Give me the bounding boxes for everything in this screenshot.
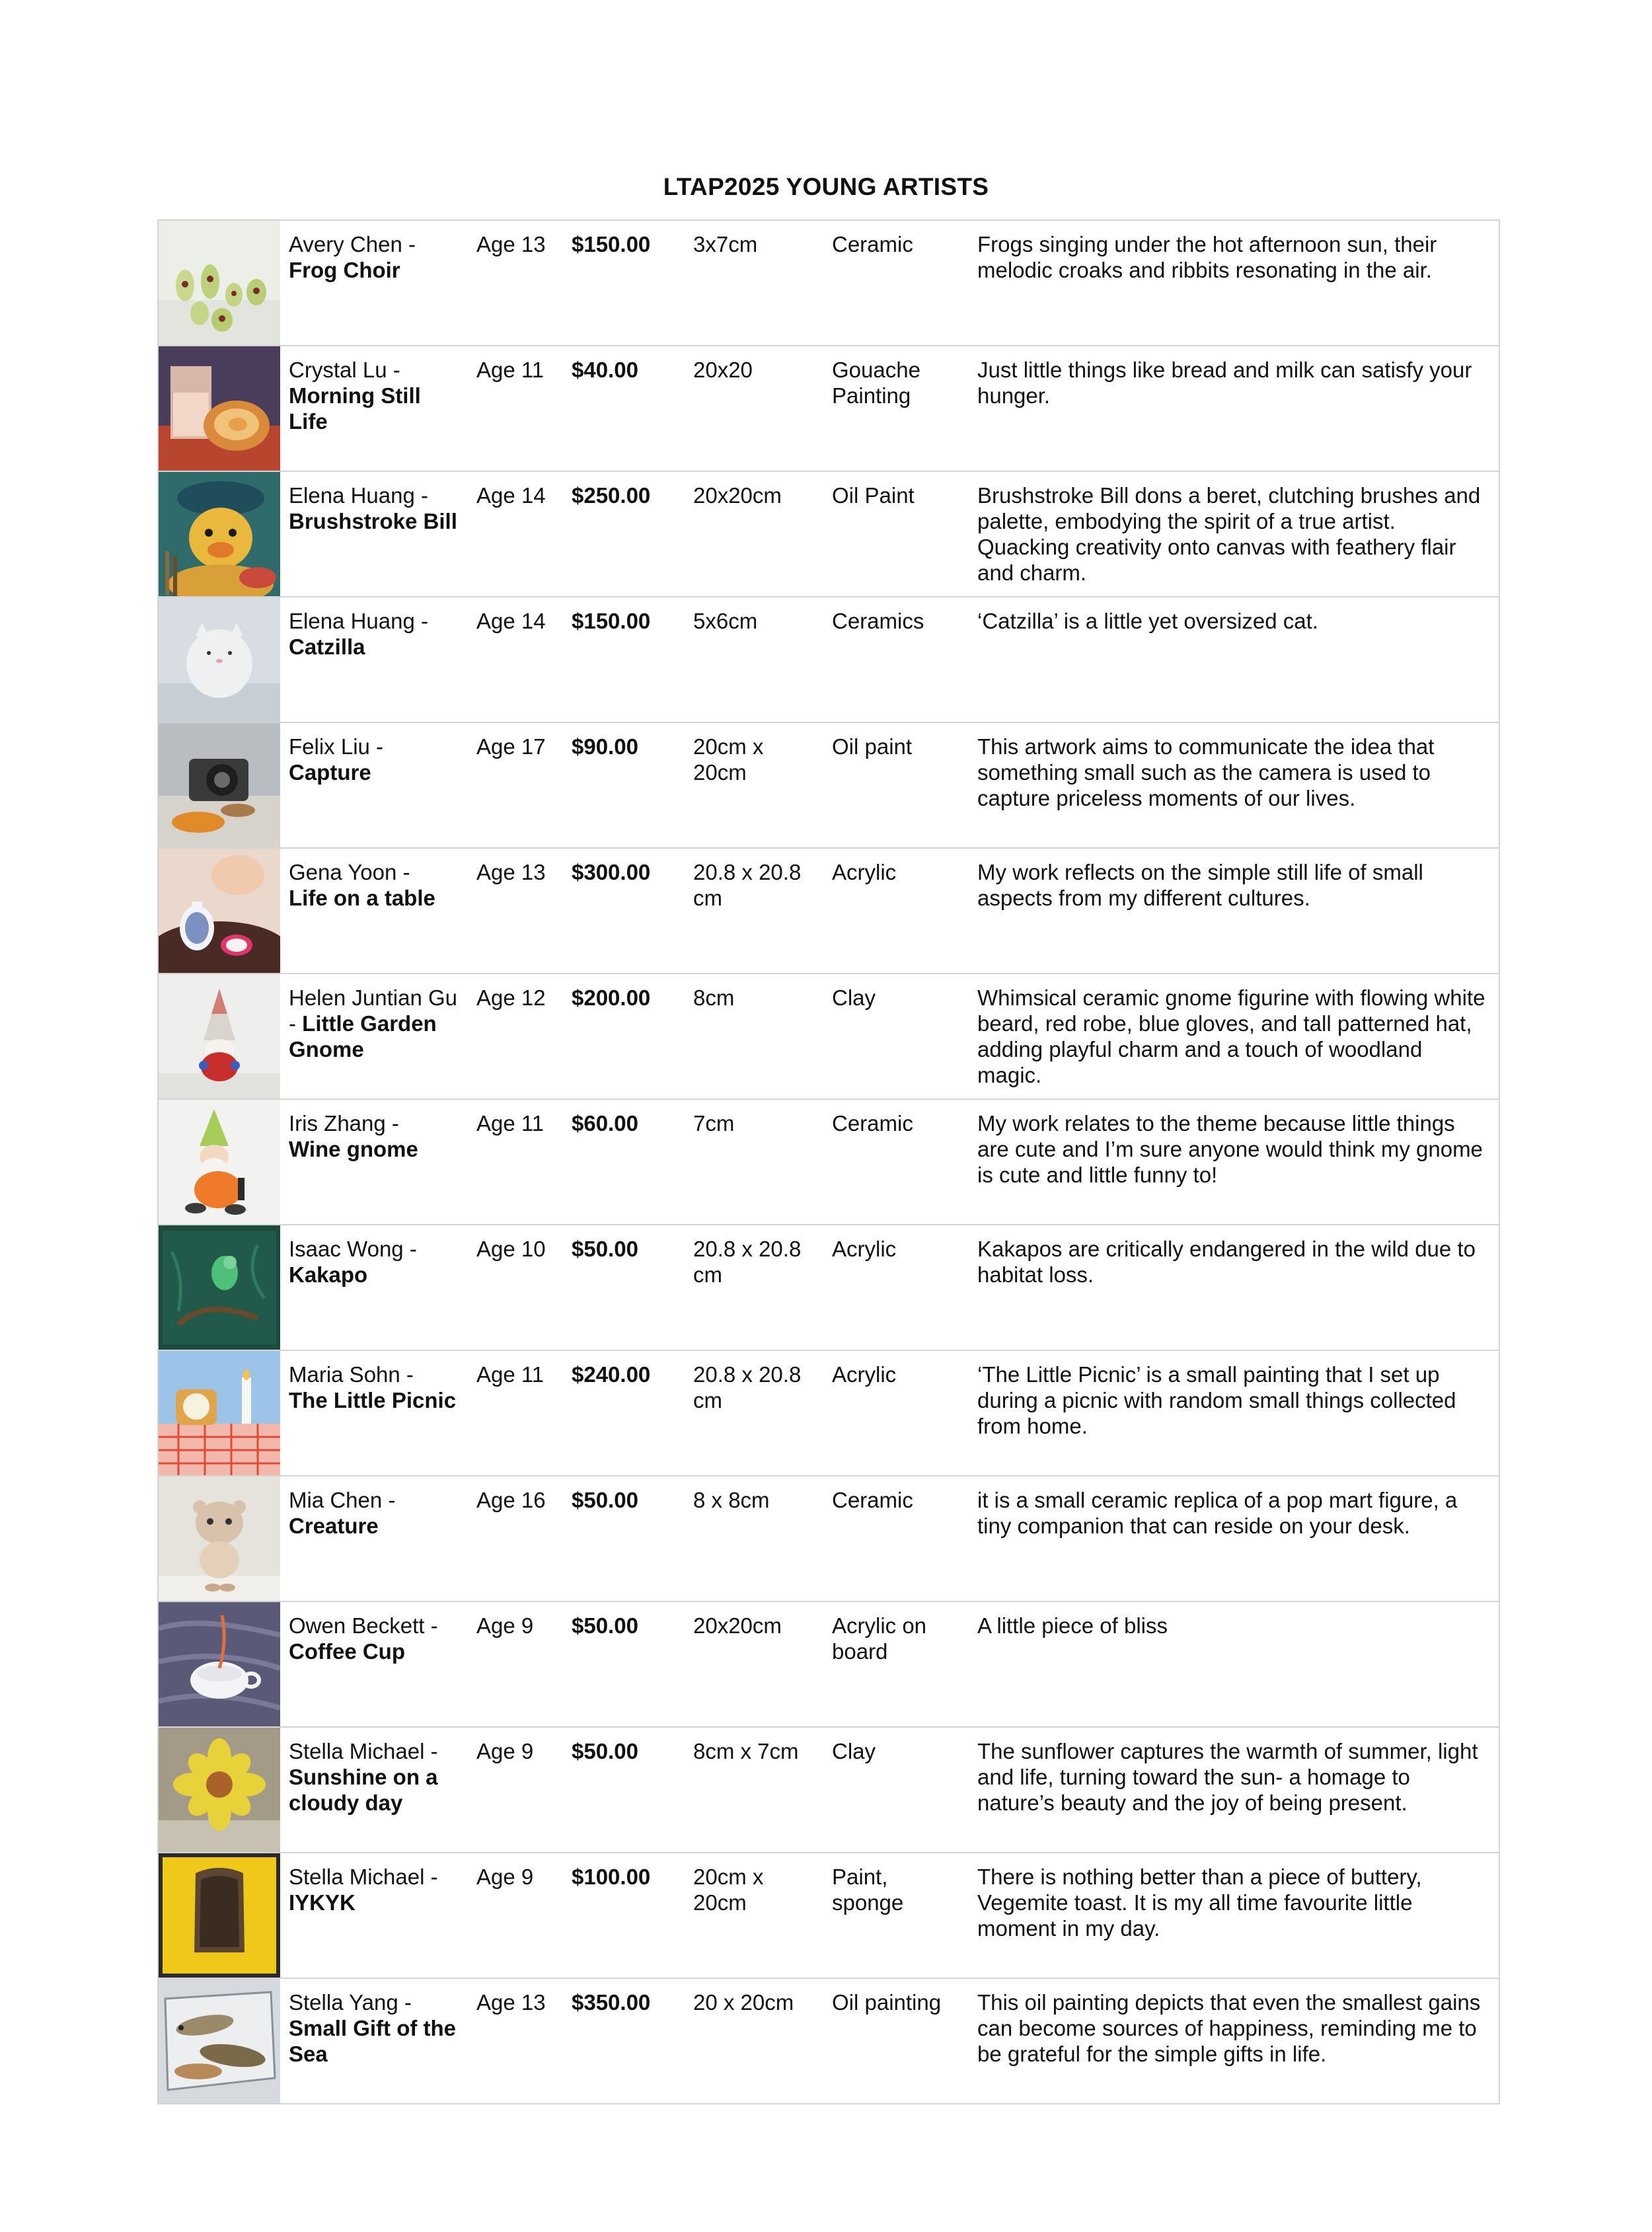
small-gift-of-the-sea-image (159, 1979, 280, 2103)
age-cell: Age 12 (469, 974, 564, 1099)
page-title: LTAP2025 YOUNG ARTISTS (663, 173, 989, 200)
medium-cell: Ceramics (824, 597, 969, 722)
artist-cell (281, 1099, 469, 1225)
artist-name: Isaac Wong - (289, 1237, 417, 1261)
price-cell: $50.00 (564, 1727, 685, 1853)
coffee-cup-image (159, 1602, 280, 1726)
artist-cell (281, 346, 469, 471)
size-cell: 5x6cm (685, 597, 824, 722)
size-cell: 20 x 20cm (685, 1978, 824, 2104)
size-cell: 20x20cm (685, 1601, 824, 1727)
price-cell: $150.00 (564, 597, 685, 722)
table-row (158, 1350, 1499, 1476)
artist-name: Stella Yang - (289, 1990, 412, 2015)
artwork-title: Kakapo (289, 1262, 368, 1287)
artist-cell (281, 1601, 469, 1727)
artist-cell (281, 597, 469, 722)
artist-cell (281, 1350, 469, 1476)
price-cell: $240.00 (564, 1350, 685, 1476)
description-cell: Brushstroke Bill dons a beret, clutching brushes and palette, embodying the spirit of a true artist. Quacking creativity onto canvas with feathery flair and charm. (969, 471, 1499, 597)
medium-cell: Ceramic (824, 1476, 969, 1601)
description-cell: My work relates to the theme because little things are cute and I’m sure anyone would think my gnome is cute and little funny to! (969, 1099, 1499, 1225)
age-cell: Age 14 (469, 471, 564, 597)
table-row (158, 1853, 1499, 1978)
artwork-thumbnail (158, 722, 281, 848)
size-cell: 20.8 x 20.8 cm (685, 1350, 824, 1476)
little-garden-gnome-image (159, 974, 280, 1098)
artist-name: Helen Juntian Gu - (289, 985, 457, 1036)
medium-cell: Acrylic (824, 1350, 969, 1476)
medium-cell: Clay (824, 974, 969, 1099)
price-cell: $50.00 (564, 1476, 685, 1601)
catzilla-image (159, 597, 280, 722)
table-row (158, 1601, 1499, 1727)
description-cell: My work reflects on the simple still life of small aspects from my different cultures. (969, 848, 1499, 974)
table-row (158, 848, 1499, 974)
artwork-thumbnail (158, 1476, 281, 1601)
artwork-title: Little Garden Gnome (289, 1011, 437, 1061)
artwork-table (157, 219, 1500, 2104)
artwork-thumbnail (158, 1350, 281, 1476)
medium-cell: Oil paint (824, 722, 969, 848)
artwork-thumbnail (158, 848, 281, 974)
price-cell: $50.00 (564, 1225, 685, 1350)
artwork-thumbnail (158, 597, 281, 722)
price-cell: $200.00 (564, 974, 685, 1099)
price-cell: $250.00 (564, 471, 685, 597)
artist-cell (281, 1978, 469, 2104)
the-little-picnic-image (159, 1351, 280, 1475)
artist-name: Felix Liu - (289, 734, 384, 759)
description-cell: ‘Catzilla’ is a little yet oversized cat. (969, 597, 1499, 722)
size-cell: 20x20 (685, 346, 824, 471)
medium-cell: Acrylic on board (824, 1601, 969, 1727)
artist-name: Stella Michael - (289, 1865, 438, 1889)
artist-name: Mia Chen - (289, 1488, 396, 1512)
price-cell: $50.00 (564, 1601, 685, 1727)
size-cell: 20cm x 20cm (685, 1853, 824, 1978)
table-row (158, 974, 1499, 1099)
artwork-thumbnail (158, 1601, 281, 1727)
creature-image (159, 1477, 280, 1601)
table-row (158, 1727, 1499, 1853)
description-cell: This oil painting depicts that even the smallest gains can become sources of happiness, reminding me to be grateful for the simple gifts in life. (969, 1978, 1499, 2104)
age-cell: Age 11 (469, 1350, 564, 1476)
age-cell: Age 13 (469, 848, 564, 974)
artwork-title: Brushstroke Bill (289, 509, 457, 533)
artist-cell (281, 974, 469, 1099)
size-cell: 8cm (685, 974, 824, 1099)
price-cell: $60.00 (564, 1099, 685, 1225)
size-cell: 20.8 x 20.8 cm (685, 848, 824, 974)
artist-name: Elena Huang - (289, 609, 428, 633)
capture-image (159, 723, 280, 847)
artwork-thumbnail (158, 220, 281, 346)
artist-cell (281, 722, 469, 848)
artist-name: Crystal Lu - (289, 358, 400, 382)
medium-cell: Gouache Painting (824, 346, 969, 471)
description-cell: Whimsical ceramic gnome figurine with flowing white beard, red robe, blue gloves, and tall patterned hat, adding playful charm and a touch of woodland magic. (969, 974, 1499, 1099)
kakapo-image (159, 1225, 280, 1350)
artwork-title: Morning Still Life (289, 383, 421, 434)
table-row (158, 722, 1499, 848)
price-cell: $150.00 (564, 220, 685, 346)
medium-cell: Acrylic (824, 848, 969, 974)
medium-cell: Acrylic (824, 1225, 969, 1350)
medium-cell: Clay (824, 1727, 969, 1853)
artwork-title: Coffee Cup (289, 1639, 405, 1664)
size-cell: 20.8 x 20.8 cm (685, 1225, 824, 1350)
artist-name: Gena Yoon - (289, 860, 410, 884)
medium-cell: Ceramic (824, 220, 969, 346)
table-row (158, 1978, 1499, 2104)
size-cell: 3x7cm (685, 220, 824, 346)
description-cell: There is nothing better than a piece of buttery, Vegemite toast. It is my all time favourite little moment in my day. (969, 1853, 1499, 1978)
age-cell: Age 14 (469, 597, 564, 722)
age-cell: Age 13 (469, 1978, 564, 2104)
age-cell: Age 11 (469, 1099, 564, 1225)
artwork-title: Wine gnome (289, 1137, 418, 1161)
artwork-title: Small Gift of the Sea (289, 2016, 457, 2066)
artist-cell (281, 1853, 469, 1978)
artwork-title: Sunshine on a cloudy day (289, 1765, 438, 1815)
medium-cell: Ceramic (824, 1099, 969, 1225)
description-cell: A little piece of bliss (969, 1601, 1499, 1727)
artwork-title: Catzilla (289, 635, 365, 659)
size-cell: 8 x 8cm (685, 1476, 824, 1601)
size-cell: 20cm x 20cm (685, 722, 824, 848)
iykyk-image (159, 1853, 280, 1978)
table-row (158, 597, 1499, 722)
description-cell: Just little things like bread and milk can satisfy your hunger. (969, 346, 1499, 471)
age-cell: Age 11 (469, 346, 564, 471)
age-cell: Age 9 (469, 1853, 564, 1978)
size-cell: 20x20cm (685, 471, 824, 597)
table-row (158, 1225, 1499, 1350)
description-cell: This artwork aims to communicate the idea that something small such as the camera is used to capture priceless moments of our lives. (969, 722, 1499, 848)
price-cell: $100.00 (564, 1853, 685, 1978)
artist-cell (281, 220, 469, 346)
table-row (158, 1099, 1499, 1225)
artwork-thumbnail (158, 346, 281, 471)
age-cell: Age 16 (469, 1476, 564, 1601)
price-cell: $40.00 (564, 346, 685, 471)
description-cell: The sunflower captures the warmth of summer, light and life, turning toward the sun- a homage to nature’s beauty and the joy of being present. (969, 1727, 1499, 1853)
description-cell: Frogs singing under the hot afternoon sun, their melodic croaks and ribbits resonating in the air. (969, 220, 1499, 346)
artist-cell (281, 1225, 469, 1350)
artist-name: Iris Zhang - (289, 1111, 399, 1135)
artwork-thumbnail (158, 1099, 281, 1225)
artist-name: Avery Chen - (289, 232, 416, 256)
artwork-thumbnail (158, 1225, 281, 1350)
medium-cell: Oil Paint (824, 471, 969, 597)
table-row (158, 220, 1499, 346)
artist-cell (281, 471, 469, 597)
table-row (158, 1476, 1499, 1601)
artwork-title: Capture (289, 760, 371, 785)
medium-cell: Oil painting (824, 1978, 969, 2104)
artist-name: Owen Beckett - (289, 1613, 438, 1638)
wine-gnome-image (159, 1100, 280, 1224)
artwork-title: IYKYK (289, 1890, 356, 1915)
brushstroke-bill-image (159, 472, 280, 596)
artist-name: Elena Huang - (289, 483, 428, 508)
sunshine-on-a-cloudy-day-image (159, 1728, 280, 1852)
life-on-a-table-image (159, 849, 280, 973)
price-cell: $90.00 (564, 722, 685, 848)
size-cell: 7cm (685, 1099, 824, 1225)
artwork-thumbnail (158, 471, 281, 597)
artist-name: Maria Sohn - (289, 1362, 414, 1387)
artwork-title: Life on a table (289, 886, 435, 910)
frog-choir-image (159, 221, 280, 345)
table-row (158, 471, 1499, 597)
age-cell: Age 10 (469, 1225, 564, 1350)
medium-cell: Paint, sponge (824, 1853, 969, 1978)
description-cell: ‘The Little Picnic’ is a small painting that I set up during a picnic with random small things collected from home. (969, 1350, 1499, 1476)
age-cell: Age 9 (469, 1727, 564, 1853)
artist-name: Stella Michael - (289, 1739, 438, 1763)
artwork-thumbnail (158, 1978, 281, 2104)
artwork-title: The Little Picnic (289, 1388, 457, 1412)
morning-still-life-image (159, 346, 280, 471)
age-cell: Age 13 (469, 220, 564, 346)
description-cell: Kakapos are critically endangered in the wild due to habitat loss. (969, 1225, 1499, 1350)
artwork-thumbnail (158, 974, 281, 1099)
table-row (158, 346, 1499, 471)
artwork-thumbnail (158, 1727, 281, 1853)
artwork-thumbnail (158, 1853, 281, 1978)
artwork-title: Creature (289, 1514, 379, 1538)
price-cell: $300.00 (564, 848, 685, 974)
artist-cell (281, 1727, 469, 1853)
artist-cell (281, 848, 469, 974)
description-cell: it is a small ceramic replica of a pop mart figure, a tiny companion that can reside on your desk. (969, 1476, 1499, 1601)
age-cell: Age 9 (469, 1601, 564, 1727)
artist-cell (281, 1476, 469, 1601)
size-cell: 8cm x 7cm (685, 1727, 824, 1853)
age-cell: Age 17 (469, 722, 564, 848)
price-cell: $350.00 (564, 1978, 685, 2104)
artwork-title: Frog Choir (289, 258, 400, 282)
